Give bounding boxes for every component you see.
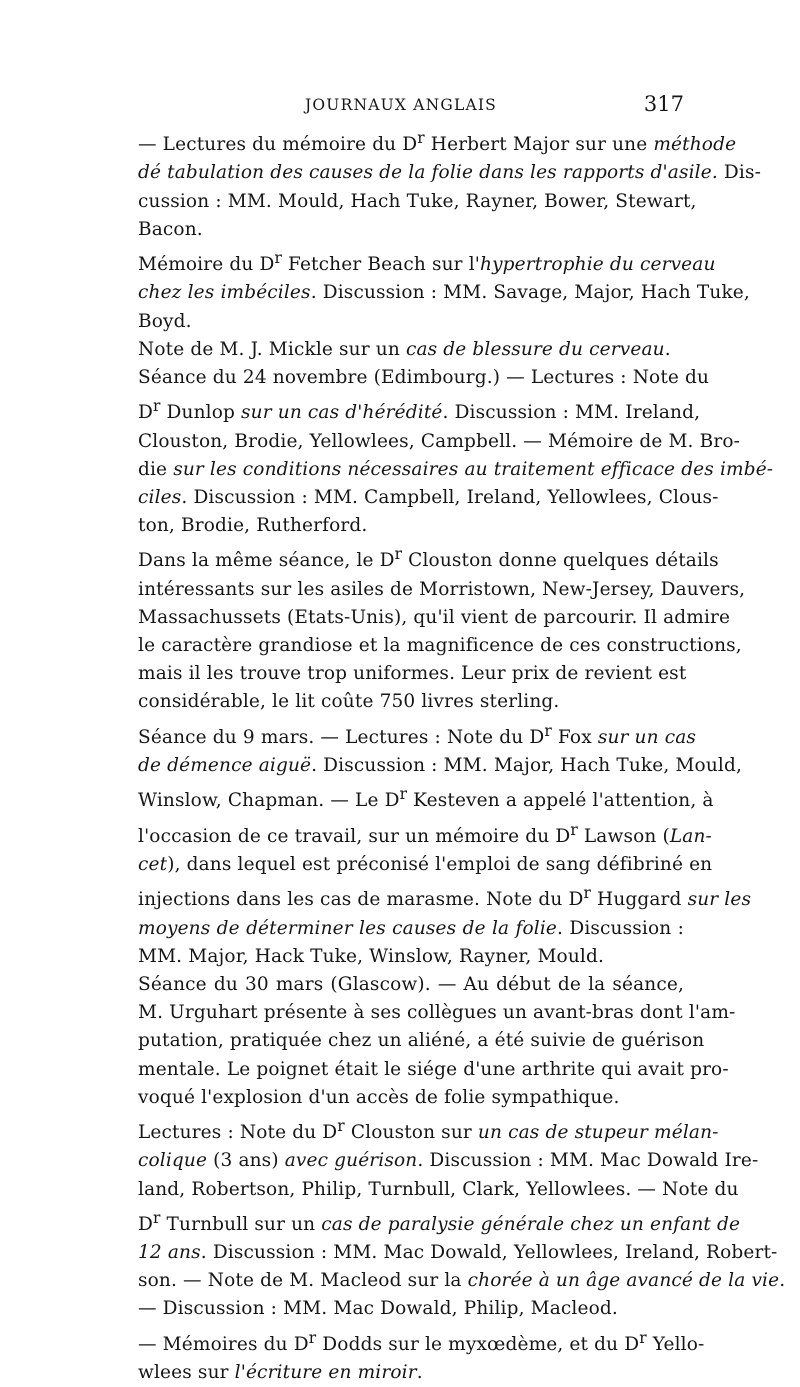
text-line: injections dans les cas de marasme. Note du $D^r$ Huggard sur les xyxy=(138,884,752,911)
text-line: Mémoire du $D^r$ Fetcher Beach sur l'hypertrophie du cerveau xyxy=(138,248,716,276)
text-line: moyens de déterminer les causes de la folie. Discussion : xyxy=(138,917,684,939)
text-line: putation, pratiquée chez un aliéné, a été suivie de guérison xyxy=(138,1030,705,1052)
text-line: Clouston, Brodie, Yellowlees, Campbell. — Mémoire de M. Bro- xyxy=(138,430,741,452)
text-line: $D^r$ Turnbull sur un cas de paralysie générale chez un enfant de xyxy=(138,1208,741,1235)
text-line: Séance du 9 mars. — Lectures : Note du $D^r$ Fox sur un cas xyxy=(138,721,697,748)
text-line: die sur les conditions nécessaires au traitement efficace des imbé- xyxy=(138,458,774,480)
paragraph xyxy=(118,124,761,244)
text-line: Dans la même séance, le $D^r$ Clouston donne quelques détails xyxy=(138,545,719,572)
text-line: Winslow, Chapman. — Le $D^r$ Kesteven a appelé l'attention, à xyxy=(138,785,714,812)
paragraph xyxy=(118,1324,705,1387)
text-line: Note de M. J. Mickle sur un cas de blessure du cerveau. xyxy=(138,338,671,360)
text-line: cussion : MM. Mould, Hach Tuke, Rayner, Bower, Stewart, xyxy=(138,190,697,212)
paragraph xyxy=(118,336,684,364)
text-line: ciles. Discussion : MM. Campbell, Ireland, Yellowlees, Clous- xyxy=(138,486,719,508)
text-line: intéressants sur les asiles de Morristown, New-Jersey, Dauvers, xyxy=(138,578,746,600)
text-line: le caractère grandiose et la magnificence de ces constructions, xyxy=(138,635,742,657)
text-line: Bacon. xyxy=(138,218,203,240)
text-line: wlees sur l'écriture en miroir. xyxy=(138,1362,423,1384)
text-line: mentale. Le poignet était le siége d'une arthrite qui avait pro- xyxy=(138,1058,729,1080)
text-line: Séance du 30 mars (Glascow). — Au début de la séance, xyxy=(138,973,684,995)
text-line: Massachussets (Etats-Unis), qu'il vient de parcourir. Il admire xyxy=(138,606,731,628)
text-line: dé tabulation des causes de la folie dans les rapports d'asile. Dis- xyxy=(138,162,761,184)
paragraph xyxy=(118,364,774,540)
text-line: 12 ans. Discussion : MM. Mac Dowald, Yellowlees, Ireland, Robert- xyxy=(138,1242,778,1264)
paragraph xyxy=(118,1112,786,1324)
running-title: JOURNAUX ANGLAIS xyxy=(304,96,497,114)
text-line: M. Urguhart présente à ses collègues un avant-bras dont l'am- xyxy=(138,1002,736,1024)
text-line: — Lectures du mémoire du $D^r$ Herbert Major sur une méthode xyxy=(138,129,737,156)
text-line: Séance du 24 novembre (Edimbourg.) — Lectures : Note du xyxy=(138,366,710,388)
text-line: Lectures : Note du $D^r$ Clouston sur un cas de stupeur mélan- xyxy=(138,1116,719,1144)
text-line: Boyd. xyxy=(138,310,192,332)
text-line: de démence aiguë. Discussion : MM. Major, Hach Tuke, Mould, xyxy=(138,755,742,777)
page-number: 317 xyxy=(643,92,684,116)
text-line: — Discussion : MM. Mac Dowald, Philip, Macleod. xyxy=(138,1298,618,1320)
text-line: mais il les trouve trop uniformes. Leur prix de revient est xyxy=(138,663,687,685)
body-text xyxy=(118,124,786,1387)
text-line: $D^r$ Dunlop sur un cas d'hérédité. Discussion : MM. Ireland, xyxy=(138,397,701,424)
text-line: — Mémoires du $D^r$ Dodds sur le myxœdème, et du $D^r$ Yello- xyxy=(138,1328,705,1355)
text-line: l'occasion de ce travail, sur un mémoire du $D^r$ Lawson (Lan- xyxy=(138,820,712,847)
text-line: MM. Major, Hack Tuke, Winslow, Rayner, Mould. xyxy=(138,945,604,967)
text-line: ton, Brodie, Rutherford. xyxy=(138,515,368,537)
text-line: son. — Note de M. Macleod sur la chorée à un âge avancé de la vie. xyxy=(138,1270,786,1292)
paragraph xyxy=(118,244,750,336)
paragraph xyxy=(118,717,752,971)
text-line: land, Robertson, Philip, Turnbull, Clark, Yellowlees. — Note du xyxy=(138,1178,739,1200)
paragraph xyxy=(118,971,736,1112)
text-line: voqué l'explosion d'un accès de folie sympathique. xyxy=(138,1086,620,1108)
paragraph xyxy=(118,540,746,716)
text-line: chez les imbéciles. Discussion : MM. Savage, Major, Hach Tuke, xyxy=(138,282,750,304)
page-header xyxy=(118,92,684,122)
text-line: considérable, le lit coûte 750 livres sterling. xyxy=(138,691,560,713)
text-line: cet), dans lequel est préconisé l'emploi de sang défibriné en xyxy=(138,853,713,875)
text-line: colique (3 ans) avec guérison. Discussion : MM. Mac Dowald Ire- xyxy=(138,1150,759,1172)
